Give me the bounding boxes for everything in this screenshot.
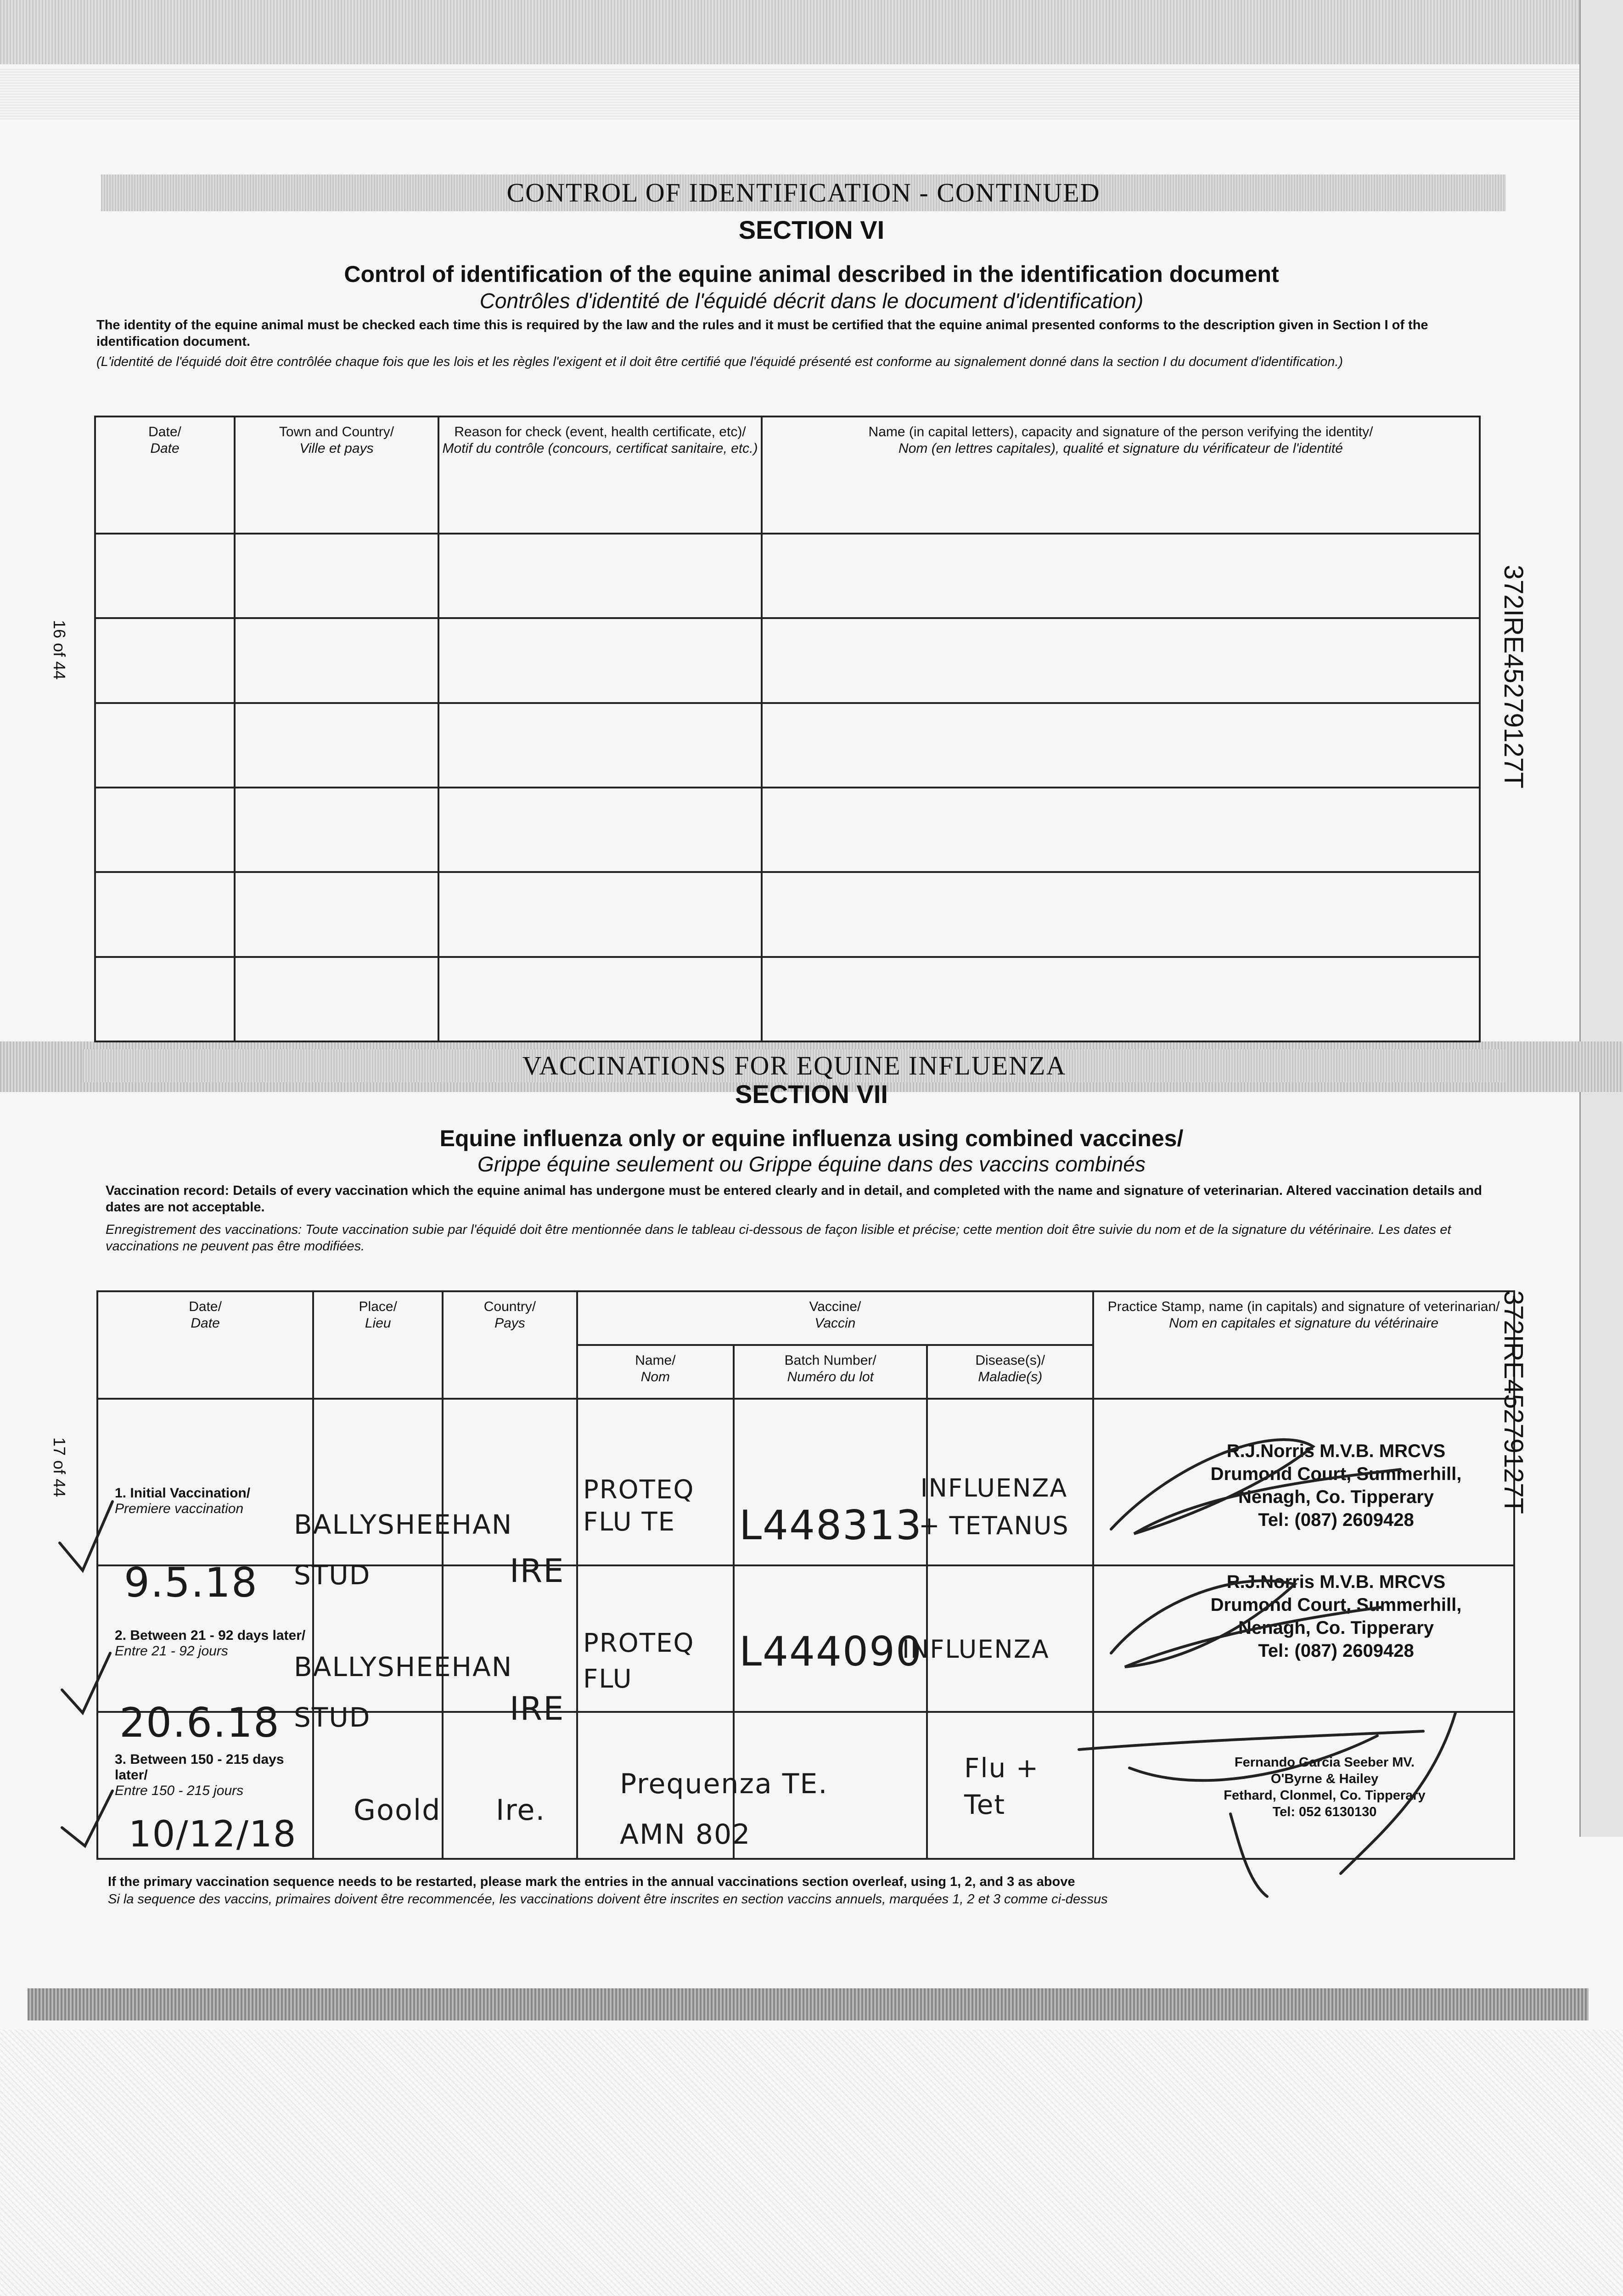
row1-label-fr: Premiere vaccination — [115, 1501, 244, 1516]
row1-country: IRE — [510, 1552, 565, 1590]
section6-note-en: The identity of the equine animal must be checked each time this is required by the law and the rules and it must be certified that the equine animal presented conforms to the description given in Section I of the identification document. — [96, 318, 1428, 349]
vcol-place-label-fr: Lieu — [365, 1316, 391, 1331]
vcol-batch-label-fr: Numéro du lot — [787, 1369, 874, 1385]
vcol-batch-label: Batch Number/ — [784, 1353, 876, 1368]
vcol-place-label: Place/ — [359, 1299, 397, 1314]
vcol-country-label: Country/ — [483, 1299, 536, 1314]
stamp-line: Tel: (087) 2609428 — [1258, 1641, 1414, 1661]
row1-place: BALLYSHEEHAN STUD — [294, 1509, 513, 1591]
vcol-date-label: Date/ — [189, 1299, 222, 1314]
check-mark-row3 — [62, 1791, 112, 1846]
row2-disease: INFLUENZA — [902, 1635, 1050, 1664]
col-town-label-fr: Ville et pays — [299, 441, 374, 456]
col-reason-label-fr: Motif du contrôle (concours, certificat sanitaire, etc.) — [442, 441, 758, 456]
section7-title-fr: Grippe équine seulement ou Grippe équine dans des vaccins combinés — [477, 1152, 1146, 1176]
stamp-line: R.J.Norris M.V.B. MRCVS — [1226, 1572, 1446, 1592]
row1-label-en: 1. Initial Vaccination/ — [115, 1486, 251, 1501]
check-mark-row1 — [60, 1502, 112, 1570]
stamp-line: Nenagh, Co. Tipperary — [1238, 1487, 1434, 1507]
row3-vaccine-name: Prequenza TE. AMN 802 — [620, 1768, 828, 1851]
section7-banner: VACCINATIONS FOR EQUINE INFLUENZA — [83, 1049, 1506, 1082]
stamp-line: Nenagh, Co. Tipperary — [1238, 1618, 1434, 1638]
stamp-line: Tel: (087) 2609428 — [1258, 1510, 1414, 1530]
side-id-upper: 372IRE45279127T — [1499, 565, 1528, 788]
vcol-disease-label: Disease(s)/ — [975, 1353, 1045, 1368]
col-date-label: Date/ — [148, 424, 181, 439]
row1-date: 9.5.18 — [124, 1559, 258, 1606]
stamp-line: Fethard, Clonmel, Co. Tipperary — [1224, 1788, 1426, 1803]
row3-disease: Flu + Tet — [964, 1752, 1039, 1820]
row1-vaccine-name: PROTEQ FLU TE — [583, 1475, 695, 1537]
row2-batch: L444090 — [739, 1628, 922, 1675]
col-reason-label: Reason for check (event, health certificate, etc)/ — [454, 424, 746, 439]
row2-place: BALLYSHEEHAN STUD — [294, 1651, 513, 1733]
row3-date: 10/12/18 — [129, 1814, 297, 1855]
row2-country: IRE — [510, 1690, 565, 1728]
section6-banner: CONTROL OF IDENTIFICATION - CONTINUED — [101, 174, 1506, 211]
vcol-practice-label: Practice Stamp, name (in capitals) and signature of veterinarian/ — [1107, 1299, 1500, 1314]
signature-row1 — [1111, 1440, 1400, 1534]
check-mark-row2 — [62, 1653, 110, 1713]
section6-title-fr: Contrôles d'identité de l'équidé décrit dans le document d'identification) — [479, 289, 1144, 313]
col-town-label: Town and Country/ — [279, 424, 394, 439]
row3-label-fr: Entre 150 - 215 jours — [115, 1783, 244, 1798]
row1-disease: INFLUENZA + TETANUS — [919, 1474, 1069, 1540]
vcol-country-label-fr: Pays — [494, 1316, 525, 1331]
vcol-date-label-fr: Date — [191, 1316, 220, 1331]
section6-note-fr: (L'identité de l'équidé doit être contrôlée chaque fois que les lois et les règles l'exigent et il doit être certifié que l'équidé présenté est conforme au signalement donné dans la section I du document d'identification.) — [96, 355, 1343, 369]
stamp-line: Drumond Court, Summerhill, — [1210, 1595, 1462, 1615]
row3-label-en: 3. Between 150 - 215 days later/ — [115, 1752, 284, 1783]
vcol-practice-label-fr: Nom en capitales et signature du vétérinaire — [1169, 1316, 1439, 1331]
row1-batch: L448313 — [739, 1502, 922, 1549]
page-label-17: 17 of 44 — [50, 1437, 69, 1497]
stamp-line: Drumond Court, Summerhill, — [1210, 1464, 1462, 1484]
vcol-name-label: Name/ — [635, 1353, 676, 1368]
side-id-lower: 372IRE45279127T — [1499, 1290, 1528, 1514]
footnote-en: If the primary vaccination sequence needs to be restarted, please mark the entries in the annual vaccinations section overleaf, using 1, 2, and 3 as above — [108, 1874, 1075, 1889]
section7-note-en: Vaccination record: Details of every vaccination which the equine animal has undergone must be entered clearly and in detail, and completed with the name and signature of veterinarian. Altered vaccination details and dates are not acceptable. — [106, 1183, 1482, 1215]
section6-title-en: Control of identification of the equine animal described in the identification document — [344, 261, 1279, 287]
col-verifier-label-fr: Nom (en lettres capitales), qualité et signature du vérificateur de l'identité — [899, 441, 1343, 456]
vcol-disease-label-fr: Maladie(s) — [978, 1369, 1043, 1385]
row3-country: Ire. — [496, 1793, 546, 1827]
row2-label-en: 2. Between 21 - 92 days later/ — [115, 1628, 306, 1643]
footnote-fr: Si la sequence des vaccins, primaires doivent être recommencée, les vaccinations doivent être inscrites en section vaccins annuels, marquées 1, 2 et 3 comme ci-dessus — [108, 1892, 1108, 1907]
signature-row2 — [1111, 1581, 1382, 1667]
section7-title-en: Equine influenza only or equine influenza using combined vaccines/ — [439, 1125, 1184, 1151]
vcol-vaccine-label: Vaccine/ — [809, 1299, 861, 1314]
stamp-line: Tel: 052 6130130 — [1272, 1805, 1377, 1819]
section6-heading: SECTION VI — [738, 215, 885, 244]
stamp-line: Fernando Garcia Seeber MV. — [1234, 1755, 1415, 1770]
signature-row3 — [1079, 1713, 1455, 1896]
col-verifier-label: Name (in capital letters), capacity and signature of the person verifying the identity/ — [868, 424, 1373, 439]
row3-place: Goold — [354, 1793, 441, 1827]
page-label-16: 16 of 44 — [50, 620, 69, 680]
vcol-vaccine-label-fr: Vaccin — [814, 1316, 856, 1331]
col-date-label-fr: Date — [150, 441, 180, 456]
row2-date: 20.6.18 — [119, 1699, 280, 1746]
stamp-line: O'Byrne & Hailey — [1270, 1772, 1379, 1786]
row2-vaccine-name: PROTEQ FLU — [583, 1628, 695, 1694]
section7-heading: SECTION VII — [735, 1080, 888, 1109]
vcol-name-label-fr: Nom — [640, 1369, 670, 1385]
section7-note-fr: Enregistrement des vaccinations: Toute vaccination subie par l'équidé doit être mentionnée dans le tableau ci-dessous de façon lisible et précise; cette mention doit être suivie du nom et de la signature du vétérinaire. Les dates et vaccinations ne peuvent pas être modifiées. — [106, 1222, 1451, 1254]
row2-label-fr: Entre 21 - 92 jours — [115, 1643, 228, 1659]
stamp-line: R.J.Norris M.V.B. MRCVS — [1226, 1441, 1446, 1461]
